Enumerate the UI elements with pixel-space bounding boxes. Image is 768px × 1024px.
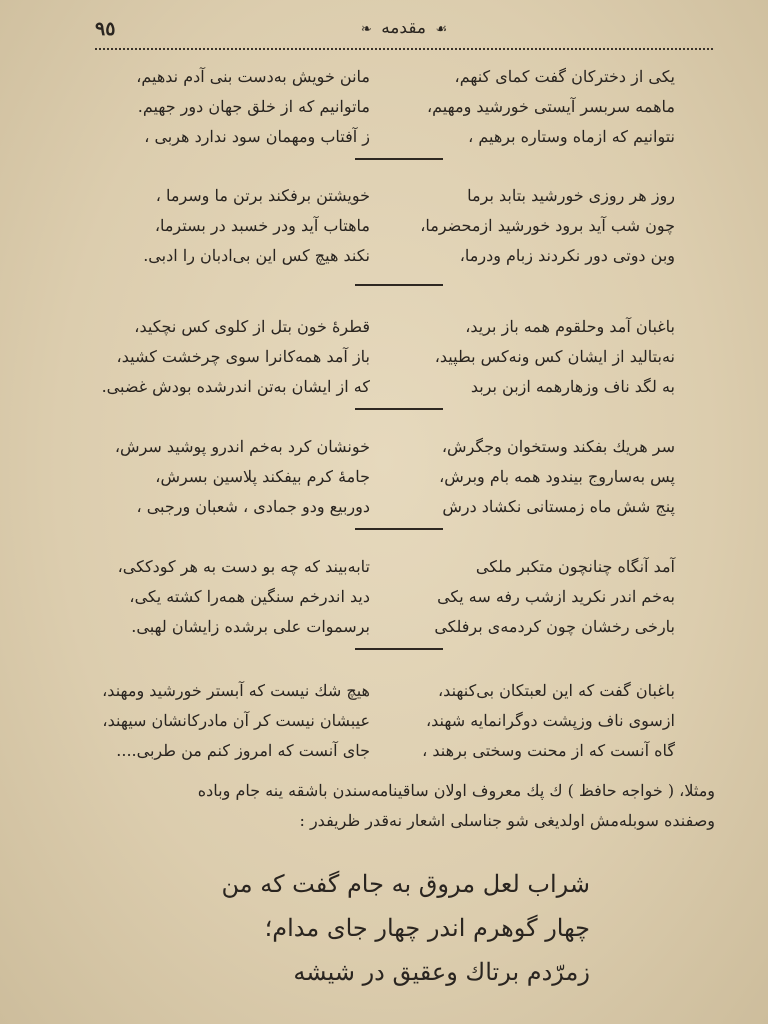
running-title-text: مقدمه [381, 18, 427, 38]
verse-line: آمد آنگاه چنانچون متکبر ملکی [475, 557, 675, 576]
stanza-divider [355, 648, 443, 650]
stanza-left-column [102, 676, 370, 766]
ornament-left-icon: ❧ [360, 22, 372, 37]
verse-line: جامهٔ کرم بیفکند پلاسین بسرش، [155, 467, 370, 486]
verse-line: به لگد ناف وزهارهمه ازبن بربد [470, 377, 675, 396]
quoted-verse [200, 862, 590, 994]
verse-line: خویشتن برفکند برتن ما وسرما ، [155, 186, 370, 205]
stanza-divider [355, 528, 443, 530]
verse-line: مانن خویش بەدست بنی آدم ندهیم، [136, 67, 370, 86]
verse-line: عیبشان نیست کر آن مادرکانشان سیهند، [102, 711, 370, 730]
verse-line: جای آنست که امروز کنم من طربی.... [116, 741, 370, 760]
stanza-left-column [105, 432, 370, 522]
verse-line: تابه‌بیند که چه بو دست به هر کودککی، [117, 557, 370, 576]
stanza-right-column [410, 432, 675, 522]
page-header [95, 18, 713, 48]
prose-paragraph [95, 776, 715, 836]
verse-line: دید اندرخم سنگین همه‌را کشته یکی، [129, 587, 370, 606]
verse-line: خونشان کرد بەخم اندرو پوشید سرش، [114, 437, 370, 456]
verse-line: نه‌بتالید از ایشان کس ونه‌کس بطپید، [434, 347, 675, 366]
stanza-divider [355, 284, 443, 286]
verse-line: برسموات علی برشده زایشان لهبی. [131, 617, 370, 636]
stanza-right-column [410, 552, 675, 642]
stanza-left-column [101, 312, 370, 402]
stanza-left-column [105, 552, 370, 642]
verse-line: باز آمد همه‌کانرا سوی چرخشت کشید، [116, 347, 370, 366]
page-number: ٩٥ [95, 18, 116, 40]
verse-line: پنج شش ماه زمستانی نکشاد درش [442, 497, 675, 516]
verse-line: باغبان آمد وحلقوم همه باز برید، [465, 317, 675, 336]
verse-line: نتوانیم که ازماه وستاره برهیم ، [468, 127, 675, 146]
prose-line: وصفنده سوبله‌مش اولدیغی شو جناسلی اشعار نەقدر ظریفدر : [299, 811, 715, 830]
stanza-right-column [410, 676, 675, 766]
verse-line: پس به‌ساروج بیندود همه بام وبرش، [439, 467, 675, 486]
stanza-right-column [410, 312, 675, 402]
stanza-left-column [105, 62, 370, 152]
verse-line: چون شب آید برود خورشید ازمحضرما، [420, 216, 675, 235]
verse-line: که از ایشان به‌تن اندرشده بودش غضبی. [101, 377, 370, 396]
stanza-left-column [105, 181, 370, 271]
verse-line: دوربیع ودو جمادی ، شعبان ورجبی ، [136, 497, 370, 516]
verse-line: باغبان گفت که این لعبتکان بی‌کنهند، [438, 681, 675, 700]
header-dotted-rule [95, 48, 713, 50]
verse-line: ماهتاب آید ودر خسبد در بسترما، [154, 216, 370, 235]
stanza-divider [355, 158, 443, 160]
verse-line: ماهمه سربسر آیستی خورشید ومهیم، [426, 97, 675, 116]
verse-line: ماتوانیم که از خلق جهان دور جهیم. [137, 97, 370, 116]
quote-line: چهار گوهرم اندر چهار جای مدام؛ [264, 914, 590, 942]
verse-line: ز آفتاب ومهمان سود ندارد هربی ، [144, 127, 370, 146]
ornament-right-icon: ☙ [435, 22, 448, 37]
quote-line: شراب لعل مروق به جام گفت که من [221, 870, 590, 898]
verse-line: سر هریك بفکند وستخوان وجگرش، [441, 437, 675, 456]
verse-line: یکی از دخترکان گفت کمای کنهم، [454, 67, 675, 86]
verse-line: گاه آنست که از محنت وسختی برهند ، [422, 741, 675, 760]
verse-line: ازسوی ناف وزپشت دوگرانمایه شهند، [425, 711, 675, 730]
stanza-right-column [410, 62, 675, 152]
stanza-divider [355, 408, 443, 410]
quote-line: زمرّدم برتاك وعقیق در شیشه [293, 958, 590, 986]
verse-line: وبن دوتی دور نکردند زبام ودرما، [459, 246, 675, 265]
verse-line: روز هر روزی خورشید بتابد برما [467, 186, 675, 205]
stanza-right-column [410, 181, 675, 271]
prose-line: ومثلا، ( خواجه حافظ ) ك پك معروف اولان ساقینامه‌سندن باشقه ینه جام وباده [197, 781, 715, 800]
running-title [95, 18, 713, 38]
verse-line: هیچ شك نیست که آبستر خورشید ومهند، [102, 681, 370, 700]
verse-line: نکند هیچ کس این بی‌ادبان را ادبی. [143, 246, 370, 265]
verse-line: قطرهٔ خون بتل از کلوی کس نچکید، [134, 317, 370, 336]
verse-line: به‌خم اندر نکرید ازشب رفه سه یکی [437, 587, 675, 606]
verse-line: بارخی رخشان چون کردمه‌ی برفلکی [434, 617, 675, 636]
